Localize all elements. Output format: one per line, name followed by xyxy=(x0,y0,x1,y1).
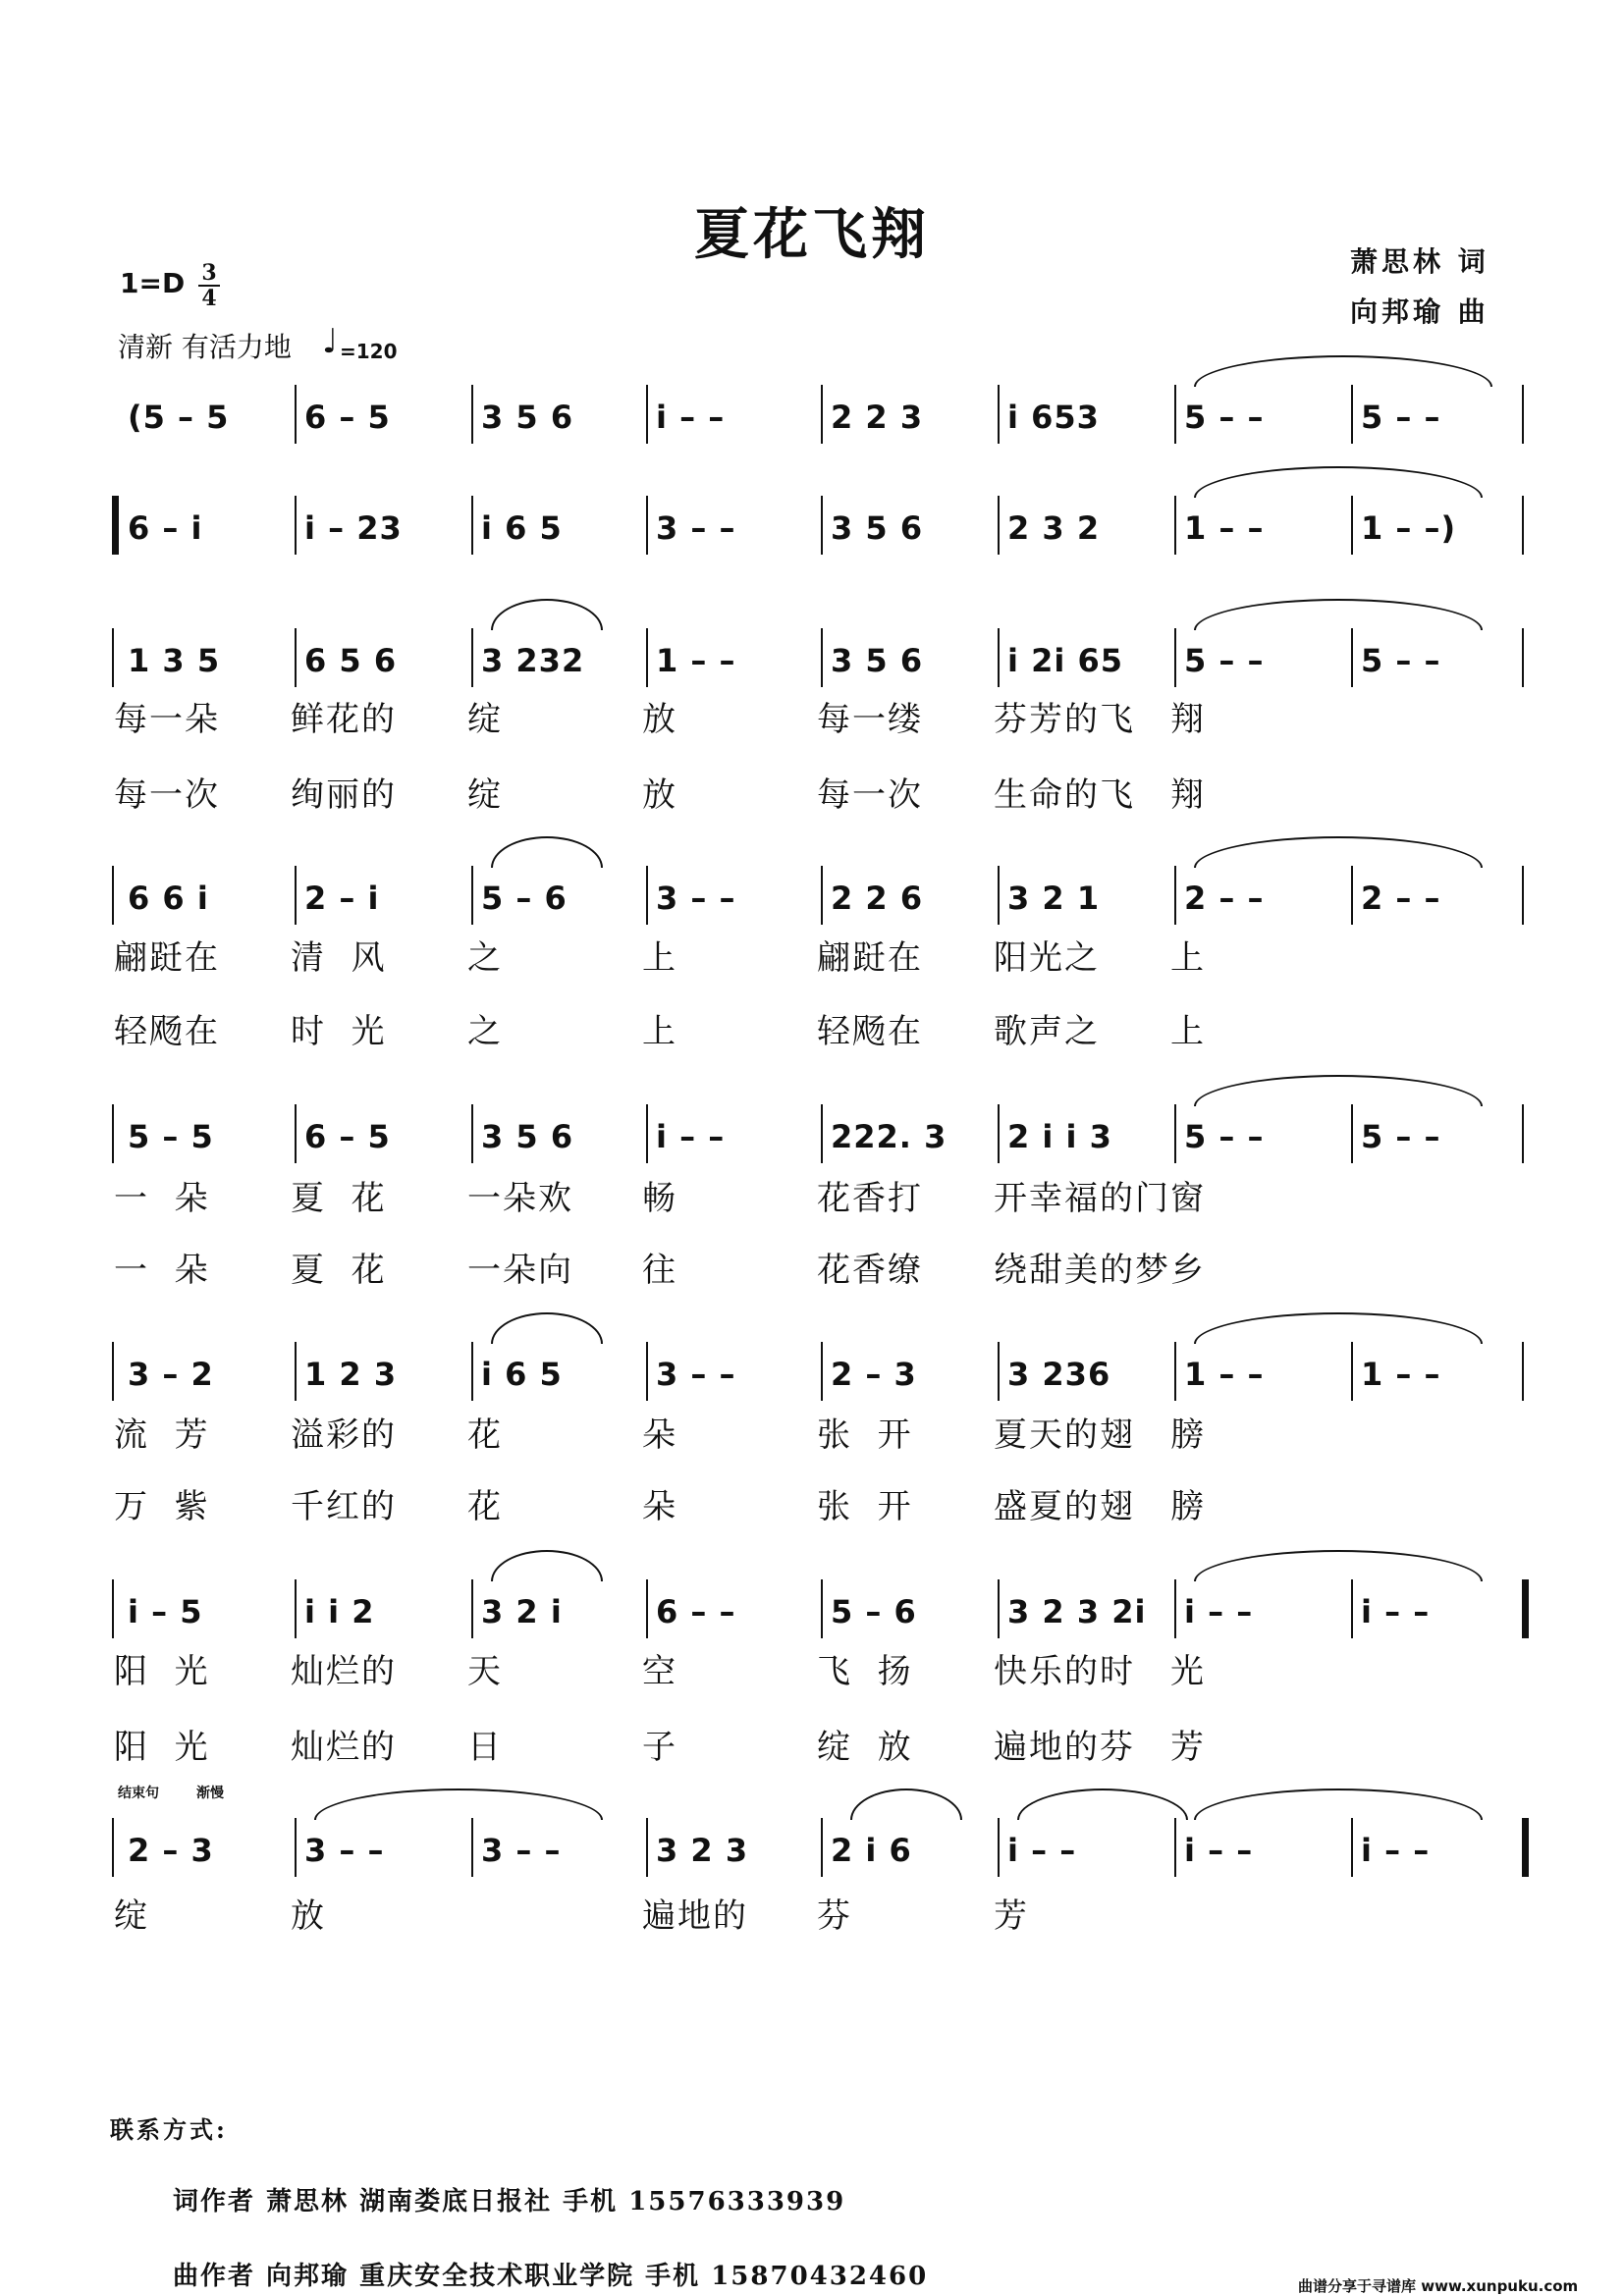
performance-mark: 渐慢 xyxy=(196,1786,224,1801)
score-system xyxy=(0,383,1624,452)
measure-notes: 2 – – xyxy=(1361,880,1441,917)
lyric-syllables: 乡 xyxy=(1170,1251,1206,1290)
measure-notes: 2 i 6 xyxy=(831,1832,912,1869)
lyric-syllables: 翩跹在 xyxy=(114,938,220,978)
measure-notes: 1 – – xyxy=(1361,1356,1441,1393)
barline xyxy=(821,385,823,444)
key-signature: 1=D xyxy=(120,267,186,299)
slur-tie xyxy=(1194,1075,1483,1106)
lyric-syllables: 膀 xyxy=(1170,1487,1206,1526)
lyric-syllables: 绽 xyxy=(114,1896,149,1936)
measure-notes: 1 – – xyxy=(656,642,736,679)
slur-tie xyxy=(491,836,603,868)
barline xyxy=(471,866,473,925)
measure-notes: 1 – –) xyxy=(1361,509,1457,547)
lyric-line xyxy=(0,1479,1624,1532)
lyric-syllables: 盛夏的翅 xyxy=(994,1487,1135,1526)
measure-notes: 5 – – xyxy=(1184,1118,1265,1155)
barline xyxy=(646,628,648,687)
slur-tie xyxy=(1194,355,1492,387)
measure-notes: 5 – – xyxy=(1361,399,1441,436)
measure-notes: 1 – – xyxy=(1184,1356,1265,1393)
lyric-syllables: 翩跹在 xyxy=(817,938,923,978)
slur-tie xyxy=(1194,1550,1483,1581)
slur-tie xyxy=(491,1312,603,1344)
barline xyxy=(821,1342,823,1401)
measure-notes: 2 i i 3 xyxy=(1007,1118,1112,1155)
barline xyxy=(1351,1104,1353,1163)
lyric-syllables: 生命的飞 xyxy=(994,775,1135,815)
repeat-start-barline xyxy=(112,496,119,555)
measure-notes: i – – xyxy=(1184,1832,1254,1869)
measure-notes: 6 5 6 xyxy=(304,642,398,679)
measure-notes: 3 2 3 2i xyxy=(1007,1593,1147,1630)
barline xyxy=(821,496,823,555)
measure-notes: 3 2 3 xyxy=(656,1832,749,1869)
lyric-syllables: 时 光 xyxy=(291,1012,387,1051)
measure-notes: i 653 xyxy=(1007,399,1100,436)
barline xyxy=(471,628,473,687)
measure-notes: 2 3 2 xyxy=(1007,509,1101,547)
lyric-syllables: 每一朵 xyxy=(114,700,220,739)
barline xyxy=(821,1818,823,1877)
lyric-syllables: 遍地的芬 xyxy=(994,1728,1135,1767)
expression-mark: 清新 有活力地 xyxy=(118,331,292,363)
barline xyxy=(821,866,823,925)
barline xyxy=(112,1579,114,1638)
lyric-syllables: 一 朵 xyxy=(114,1251,210,1290)
measure-notes: 1 – – xyxy=(1184,509,1265,547)
barline xyxy=(1174,385,1176,444)
lyric-syllables: 每一次 xyxy=(114,775,220,815)
lyric-syllables: 轻飏在 xyxy=(114,1012,220,1051)
measure-notes: 5 – – xyxy=(1184,642,1265,679)
lyric-syllables: 花 xyxy=(467,1487,503,1526)
measure-notes: i – – xyxy=(656,399,726,436)
lyric-syllables: 天 xyxy=(467,1652,503,1691)
measure-notes: i – – xyxy=(656,1118,726,1155)
slur-tie xyxy=(1194,466,1483,498)
barline xyxy=(1174,1818,1176,1877)
lyric-syllables: 子 xyxy=(642,1728,677,1767)
measure-notes: 6 – 5 xyxy=(304,1118,391,1155)
slur-tie xyxy=(314,1789,603,1820)
score-system xyxy=(0,1816,1624,1885)
lyric-syllables: 一朵欢 xyxy=(467,1179,573,1218)
measure-notes: 6 – 5 xyxy=(304,399,391,436)
site-footer: 曲谱分享于寻谱库 www.xunpuku.com xyxy=(1298,2277,1579,2295)
lyric-syllables: 窗 xyxy=(1170,1179,1206,1218)
lyric-syllables: 芳 xyxy=(1170,1728,1206,1767)
measure-notes: 2 2 6 xyxy=(831,880,924,917)
lyric-syllables: 阳光之 xyxy=(994,938,1100,978)
time-signature-top: 3 xyxy=(201,260,217,286)
slur-tie xyxy=(491,1550,603,1581)
lyric-syllables: 开幸福的门 xyxy=(994,1179,1170,1218)
lyric-syllables: 张 开 xyxy=(817,1415,913,1455)
measure-notes: 3 – – xyxy=(481,1832,562,1869)
measure-notes: 2 – 3 xyxy=(831,1356,917,1393)
barline xyxy=(112,1104,114,1163)
lyric-syllables: 每一次 xyxy=(817,775,923,815)
barline xyxy=(1351,496,1353,555)
lyric-syllables: 上 xyxy=(1170,938,1206,978)
lyric-syllables: 上 xyxy=(1170,1012,1206,1051)
measure-notes: 5 – 6 xyxy=(481,880,568,917)
measure-notes: i – 23 xyxy=(304,509,403,547)
lyric-syllables: 上 xyxy=(642,938,677,978)
measure-notes: 3 5 6 xyxy=(481,399,574,436)
lyric-line xyxy=(0,931,1624,984)
barline xyxy=(1174,496,1176,555)
lyric-syllables: 芳 xyxy=(994,1896,1029,1936)
barline xyxy=(1174,866,1176,925)
barline xyxy=(646,1818,648,1877)
measure-notes: 3 5 6 xyxy=(831,642,924,679)
barline xyxy=(295,1342,297,1401)
lyric-syllables: 一朵向 xyxy=(467,1251,573,1290)
barline xyxy=(821,1104,823,1163)
lyric-syllables: 一 朵 xyxy=(114,1179,210,1218)
measure-notes: 1 2 3 xyxy=(304,1356,398,1393)
barline xyxy=(295,496,297,555)
slur-tie xyxy=(1194,599,1483,630)
measure-notes: 3 – – xyxy=(656,880,736,917)
barline xyxy=(295,1579,297,1638)
lyricist-credit: 萧思林 词 xyxy=(1350,245,1489,278)
lyric-line xyxy=(0,1644,1624,1697)
barline xyxy=(998,866,1000,925)
barline xyxy=(646,385,648,444)
final-barline xyxy=(1522,1104,1524,1163)
barline xyxy=(295,866,297,925)
score-system xyxy=(0,1340,1624,1409)
barline xyxy=(1351,628,1353,687)
barline xyxy=(1351,1579,1353,1638)
lyric-syllables: 灿烂的 xyxy=(291,1728,397,1767)
measure-notes: 5 – – xyxy=(1184,399,1265,436)
lyric-syllables: 张 开 xyxy=(817,1487,913,1526)
measure-notes: i i 2 xyxy=(304,1593,375,1630)
lyric-syllables: 绽 xyxy=(467,775,503,815)
lyric-syllables: 歌声之 xyxy=(994,1012,1100,1051)
measure-notes: 5 – 6 xyxy=(831,1593,917,1630)
barline xyxy=(998,1342,1000,1401)
lyric-syllables: 朵 xyxy=(642,1487,677,1526)
lyric-syllables: 夏天的翅 xyxy=(994,1415,1135,1455)
slur-tie xyxy=(491,599,603,630)
lyric-syllables: 遍地的 xyxy=(642,1896,748,1936)
final-barline xyxy=(1522,1342,1524,1401)
lyric-line xyxy=(0,1720,1624,1773)
measure-notes: 5 – 5 xyxy=(128,1118,214,1155)
measure-notes: 2 2 3 xyxy=(831,399,924,436)
barline xyxy=(646,1104,648,1163)
measure-notes: 3 2 i xyxy=(481,1593,563,1630)
measure-notes: 3 232 xyxy=(481,642,585,679)
lyric-line xyxy=(0,1171,1624,1224)
measure-notes: 3 – – xyxy=(656,1356,736,1393)
measure-notes: i – – xyxy=(1007,1832,1077,1869)
lyric-syllables: 放 xyxy=(642,700,677,739)
lyric-line xyxy=(0,768,1624,821)
lyric-syllables: 朵 xyxy=(642,1415,677,1455)
lyric-syllables: 花 xyxy=(467,1415,503,1455)
barline xyxy=(1351,866,1353,925)
lyric-syllables: 夏 花 xyxy=(291,1251,387,1290)
lyric-syllables: 万 紫 xyxy=(114,1487,210,1526)
lyric-syllables: 飞 扬 xyxy=(817,1652,913,1691)
barline xyxy=(112,866,114,925)
measure-notes: 5 – – xyxy=(1361,1118,1441,1155)
score-system xyxy=(0,626,1624,695)
lyric-syllables: 翔 xyxy=(1170,775,1206,815)
score-system xyxy=(0,1102,1624,1171)
barline xyxy=(471,1342,473,1401)
measure-notes: 3 – 2 xyxy=(128,1356,214,1393)
barline xyxy=(1351,1818,1353,1877)
lyric-syllables: 空 xyxy=(642,1652,677,1691)
time-signature xyxy=(198,261,220,310)
barline xyxy=(998,628,1000,687)
score-system xyxy=(0,494,1624,562)
barline xyxy=(821,628,823,687)
measure-notes: 222. 3 xyxy=(831,1118,947,1155)
barline xyxy=(1351,385,1353,444)
final-barline xyxy=(1522,1818,1529,1877)
measure-notes: 3 5 6 xyxy=(831,509,924,547)
contact-composer: 曲作者 向邦瑜 重庆安全技术职业学院 手机 15870432460 xyxy=(173,2262,929,2291)
lyric-syllables: 翔 xyxy=(1170,700,1206,739)
final-barline xyxy=(1522,866,1524,925)
barline xyxy=(1174,1104,1176,1163)
lyric-syllables: 日 xyxy=(467,1728,503,1767)
slur-tie xyxy=(1194,1312,1483,1344)
measure-notes: 3 – – xyxy=(656,509,736,547)
lyric-syllables: 绽 放 xyxy=(817,1728,913,1767)
slur-tie xyxy=(850,1789,962,1820)
barline xyxy=(646,866,648,925)
lyric-syllables: 每一缕 xyxy=(817,700,923,739)
song-title: 夏花飞翔 xyxy=(694,202,930,267)
lyric-line xyxy=(0,692,1624,745)
barline xyxy=(646,1579,648,1638)
final-barline xyxy=(1522,385,1524,444)
measure-notes: 1 3 5 xyxy=(128,642,221,679)
lyric-syllables: 夏 花 xyxy=(291,1179,387,1218)
lyric-syllables: 芬芳的飞 xyxy=(994,700,1135,739)
measure-notes: 2 – i xyxy=(304,880,380,917)
barline xyxy=(112,1342,114,1401)
lyric-syllables: 轻飏在 xyxy=(817,1012,923,1051)
measure-notes: (5 – 5 xyxy=(128,399,230,436)
lyric-syllables: 阳 光 xyxy=(114,1652,210,1691)
lyric-syllables: 畅 xyxy=(642,1179,677,1218)
contact-label: 联系方式: xyxy=(110,2115,228,2144)
lyric-syllables: 快乐的时 xyxy=(994,1652,1135,1691)
measure-notes: 3 5 6 xyxy=(481,1118,574,1155)
score-system xyxy=(0,864,1624,933)
barline xyxy=(1174,628,1176,687)
barline xyxy=(998,1104,1000,1163)
barline xyxy=(998,496,1000,555)
score-system xyxy=(0,1577,1624,1646)
barline xyxy=(295,1104,297,1163)
measure-notes: 3 2 1 xyxy=(1007,880,1101,917)
measure-notes: 3 236 xyxy=(1007,1356,1111,1393)
barline xyxy=(1174,1342,1176,1401)
barline xyxy=(295,385,297,444)
measure-notes: 2 – – xyxy=(1184,880,1265,917)
lyric-syllables: 鲜花的 xyxy=(291,700,397,739)
contact-lyricist: 词作者 萧思林 湖南娄底日报社 手机 15576333939 xyxy=(173,2187,846,2216)
lyric-syllables: 放 xyxy=(291,1896,326,1936)
barline xyxy=(471,1818,473,1877)
lyric-line xyxy=(0,1243,1624,1296)
measure-notes: 3 – – xyxy=(304,1832,385,1869)
lyric-syllables: 绕甜美的梦 xyxy=(994,1251,1170,1290)
slur-tie xyxy=(1017,1789,1188,1820)
measure-notes: 5 – – xyxy=(1361,642,1441,679)
barline xyxy=(471,496,473,555)
performance-mark: 结束句 xyxy=(118,1786,159,1801)
lyric-syllables: 芬 xyxy=(817,1896,852,1936)
barline xyxy=(1351,1342,1353,1401)
slur-tie xyxy=(1194,1789,1483,1820)
barline xyxy=(1174,1579,1176,1638)
lyric-syllables: 绚丽的 xyxy=(291,775,397,815)
barline xyxy=(646,496,648,555)
barline xyxy=(295,628,297,687)
barline xyxy=(998,385,1000,444)
barline xyxy=(821,1579,823,1638)
lyric-syllables: 阳 光 xyxy=(114,1728,210,1767)
lyric-syllables: 往 xyxy=(642,1251,677,1290)
measure-notes: 6 – – xyxy=(656,1593,736,1630)
lyric-syllables: 之 xyxy=(467,1012,503,1051)
measure-notes: i 6 5 xyxy=(481,509,563,547)
composer-credit: 向邦瑜 曲 xyxy=(1350,295,1489,328)
barline xyxy=(998,1818,1000,1877)
lyric-syllables: 溢彩的 xyxy=(291,1415,397,1455)
lyric-line xyxy=(0,1408,1624,1461)
lyric-line xyxy=(0,1004,1624,1057)
barline xyxy=(471,385,473,444)
lyric-syllables: 之 xyxy=(467,938,503,978)
lyric-syllables: 花香打 xyxy=(817,1179,923,1218)
barline xyxy=(295,1818,297,1877)
tempo-value: =120 xyxy=(340,340,398,363)
measure-notes: 6 – i xyxy=(128,509,203,547)
lyric-syllables: 光 xyxy=(1170,1652,1206,1691)
measure-notes: i – – xyxy=(1184,1593,1254,1630)
lyric-syllables: 千红的 xyxy=(291,1487,397,1526)
lyric-line xyxy=(0,1889,1624,1942)
lyric-syllables: 清 风 xyxy=(291,938,387,978)
barline xyxy=(998,1579,1000,1638)
measure-notes: 6 6 i xyxy=(128,880,209,917)
measure-notes: i 2i 65 xyxy=(1007,642,1124,679)
final-barline xyxy=(1522,496,1524,555)
lyric-syllables: 花香缭 xyxy=(817,1251,923,1290)
lyric-syllables: 灿烂的 xyxy=(291,1652,397,1691)
measure-notes: i – 5 xyxy=(128,1593,203,1630)
final-barline xyxy=(1522,1579,1529,1638)
barline xyxy=(471,1104,473,1163)
quarter-note-icon: ♩ xyxy=(322,322,339,361)
measure-notes: i – – xyxy=(1361,1832,1431,1869)
lyric-syllables: 绽 xyxy=(467,700,503,739)
lyric-syllables: 流 芳 xyxy=(114,1415,210,1455)
barline xyxy=(471,1579,473,1638)
barline xyxy=(112,1818,114,1877)
barline xyxy=(112,628,114,687)
time-signature-bottom: 4 xyxy=(198,285,220,310)
measure-notes: i – – xyxy=(1361,1593,1431,1630)
final-barline xyxy=(1522,628,1524,687)
slur-tie xyxy=(1194,836,1483,868)
lyric-syllables: 膀 xyxy=(1170,1415,1206,1455)
measure-notes: i 6 5 xyxy=(481,1356,563,1393)
measure-notes: 2 – 3 xyxy=(128,1832,214,1869)
lyric-syllables: 放 xyxy=(642,775,677,815)
barline xyxy=(646,1342,648,1401)
lyric-syllables: 上 xyxy=(642,1012,677,1051)
